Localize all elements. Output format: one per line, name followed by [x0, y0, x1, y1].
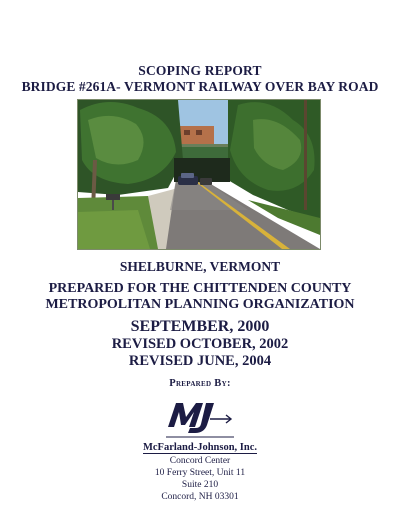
firm-logo	[160, 397, 240, 441]
firm-address-line4: Concord, NH 03301	[161, 492, 239, 502]
project-location: SHELBURNE, VERMONT	[119, 259, 281, 274]
report-date: SEPTEMBER, 2000	[130, 318, 270, 335]
revision-date-2: REVISED JUNE, 2004	[128, 353, 272, 369]
prepared-for-line1: PREPARED FOR THE CHITTENDEN COUNTY	[48, 281, 352, 296]
revision-date-1: REVISED OCTOBER, 2002	[111, 336, 289, 352]
firm-address-line2: 10 Ferry Street, Unit 11	[154, 468, 246, 478]
prepared-for-line2: METROPOLITAN PLANNING ORGANIZATION	[45, 297, 355, 312]
firm-address-line3: Suite 210	[181, 480, 219, 490]
cover-photo-bridge	[77, 99, 321, 250]
report-title: SCOPING REPORT	[138, 63, 262, 78]
firm-name	[0, 442, 400, 453]
firm-name-text: McFarland-Johnson, Inc.	[142, 442, 258, 453]
report-subtitle: BRIDGE #261A- VERMONT RAILWAY OVER BAY ROAD	[21, 79, 379, 94]
firm-address-line1: Concord Center	[169, 456, 231, 466]
prepared-by-label: Prepared By:	[169, 378, 231, 389]
